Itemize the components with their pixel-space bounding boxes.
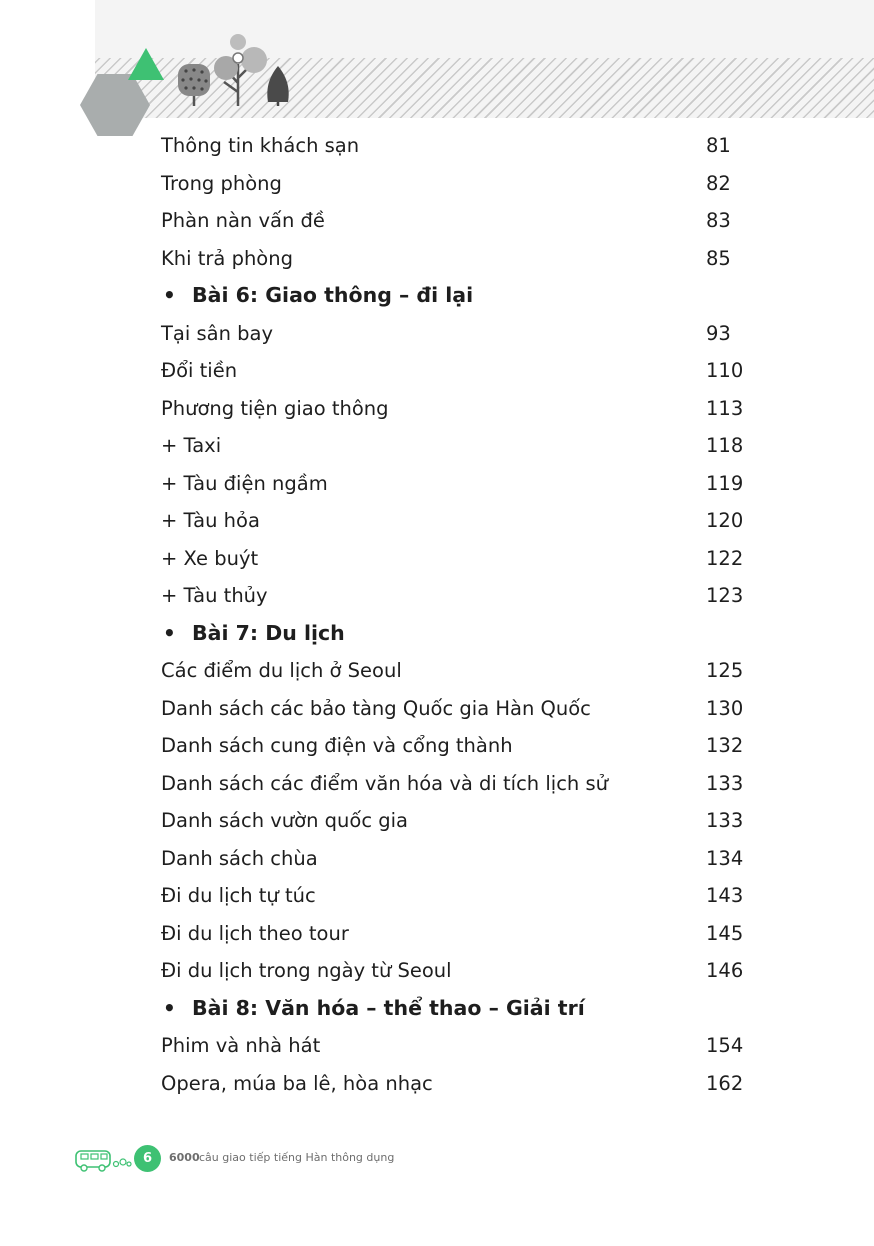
toc-entry-cinema-theater[interactable]	[161, 1027, 761, 1065]
toc-entry-label: Đi du lịch trong ngày từ Seoul	[161, 959, 452, 982]
table-of-contents	[161, 127, 761, 1102]
toc-entry-in-room[interactable]	[161, 165, 761, 203]
toc-entry-page: 122	[706, 546, 744, 570]
toc-entry-page: 113	[706, 396, 744, 420]
toc-entry-page: 110	[706, 359, 744, 382]
toc-entry-ship[interactable]	[161, 577, 761, 615]
toc-entry-opera-ballet[interactable]	[161, 1065, 761, 1103]
trees-decoration-icon	[172, 28, 292, 108]
toc-entry-page: 83	[706, 209, 731, 232]
toc-entry-page: 123	[706, 584, 744, 607]
toc-entry-label: Trong phòng	[161, 171, 282, 195]
toc-entry-train[interactable]	[161, 502, 761, 540]
toc-entry-page: 82	[706, 171, 731, 195]
toc-entry-label: Danh sách các điểm văn hóa và di tích lịch sử	[161, 771, 608, 795]
toc-entry-page: 162	[706, 1071, 744, 1095]
bullet-icon: •	[163, 620, 176, 645]
toc-entry-page: 145	[706, 921, 744, 945]
toc-entry-label: Tại sân bay	[161, 321, 274, 345]
toc-entry-label: Đi du lịch theo tour	[161, 921, 349, 945]
toc-entry-seoul-sights[interactable]	[161, 652, 761, 690]
toc-entry-label: Danh sách cung điện và cổng thành	[161, 734, 513, 757]
page-footer	[74, 1145, 574, 1177]
toc-section-label: Bài 8: Văn hóa – thể thao – Giải trí	[192, 995, 585, 1020]
toc-entry-page: 133	[706, 771, 744, 795]
toc-entry-label: Đổi tiền	[161, 359, 238, 382]
toc-entry-page: 154	[706, 1034, 744, 1057]
toc-entry-label: Danh sách các bảo tàng Quốc gia Hàn Quốc	[161, 696, 591, 720]
toc-entry-complaints[interactable]	[161, 202, 761, 240]
toc-section-label: Bài 7: Du lịch	[192, 620, 345, 645]
toc-entry-label: Phàn nàn vấn đề	[161, 209, 325, 232]
toc-entry-label: + Tàu điện ngầm	[161, 471, 328, 495]
toc-entry-museums[interactable]	[161, 690, 761, 728]
toc-entry-label: Các điểm du lịch ở Seoul	[161, 659, 402, 682]
toc-entry-temples[interactable]	[161, 840, 761, 878]
toc-section-label: Bài 6: Giao thông – đi lại	[192, 283, 474, 307]
toc-entry-checkout[interactable]	[161, 240, 761, 278]
toc-entry-hotel-info[interactable]	[161, 127, 761, 165]
toc-entry-page: 120	[706, 509, 744, 532]
toc-entry-transport[interactable]	[161, 390, 761, 428]
toc-entry-palaces[interactable]	[161, 727, 761, 765]
toc-entry-label: Thông tin khách sạn	[161, 134, 360, 157]
bullet-icon: •	[163, 995, 176, 1020]
toc-entry-page: 134	[706, 846, 744, 870]
toc-entry-page: 132	[706, 734, 744, 757]
toc-entry-bus[interactable]	[161, 540, 761, 578]
toc-entry-label: Phim và nhà hát	[161, 1034, 321, 1057]
page-number: 6	[134, 1145, 161, 1172]
toc-entry-day-trips[interactable]	[161, 952, 761, 990]
toc-entry-label: + Tàu thủy	[161, 584, 268, 607]
toc-entry-label: Đi du lịch tự túc	[161, 884, 316, 907]
toc-entry-page: 93	[706, 321, 731, 345]
toc-entry-tour-travel[interactable]	[161, 915, 761, 953]
bullet-icon: •	[163, 283, 176, 307]
toc-entry-label: Phương tiện giao thông	[161, 396, 389, 420]
toc-entry-page: 146	[706, 959, 744, 982]
toc-section-lesson-7[interactable]	[161, 615, 761, 653]
toc-entry-currency-exchange[interactable]	[161, 352, 761, 390]
toc-entry-page: 81	[706, 134, 731, 157]
toc-section-lesson-8[interactable]	[161, 990, 761, 1028]
toc-entry-label: + Xe buýt	[161, 546, 259, 570]
toc-entry-airport[interactable]	[161, 315, 761, 353]
toc-entry-page: 85	[706, 246, 731, 270]
toc-entry-label: Danh sách vườn quốc gia	[161, 809, 408, 832]
toc-section-lesson-6[interactable]	[161, 277, 761, 315]
book-title: câu giao tiếp tiếng Hàn thông dụng	[199, 1151, 395, 1164]
toc-entry-page: 118	[706, 434, 744, 457]
toc-entry-label: Khi trả phòng	[161, 246, 293, 270]
toc-entry-label: Opera, múa ba lê, hòa nhạc	[161, 1071, 433, 1095]
toc-entry-page: 130	[706, 696, 744, 720]
toc-entry-page: 119	[706, 471, 744, 495]
toc-entry-label: Danh sách chùa	[161, 846, 318, 870]
book-title-number: 6000	[169, 1151, 200, 1164]
toc-entry-heritage-sites[interactable]	[161, 765, 761, 803]
toc-entry-page: 143	[706, 884, 744, 907]
toc-entry-label: + Taxi	[161, 434, 222, 457]
toc-entry-page: 133	[706, 809, 744, 832]
toc-entry-page: 125	[706, 659, 744, 682]
bus-icon	[74, 1147, 132, 1173]
toc-entry-taxi[interactable]	[161, 427, 761, 465]
toc-entry-national-parks[interactable]	[161, 802, 761, 840]
toc-entry-independent-travel[interactable]	[161, 877, 761, 915]
toc-entry-subway[interactable]	[161, 465, 761, 503]
toc-entry-label: + Tàu hỏa	[161, 509, 260, 532]
